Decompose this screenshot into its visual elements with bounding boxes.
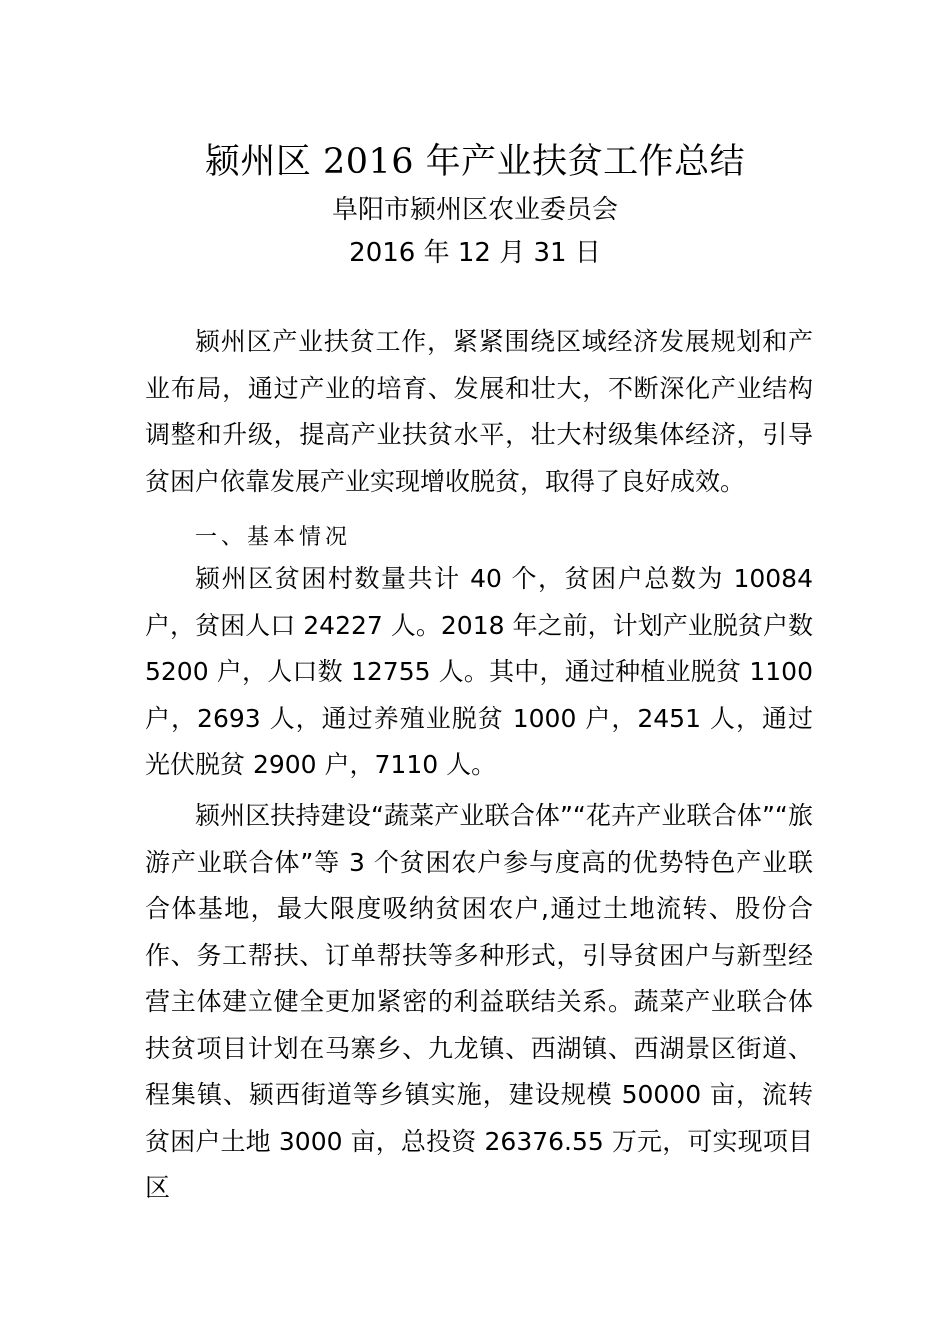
issuing-organization: 阜阳市颍州区农业委员会 — [331, 195, 618, 225]
statistics-paragraph: 颍州区贫困村数量共计 40 个，贫困户总数为 10084 户，贫困人口 24227 人。2018 年之前，计划产业脱贫户数 5200 户，人口数 12755 人。其中，通过种植业脱贫 1100 户，2693 人，通过养殖业脱贫 1000 户，2451 人，通过光伏脱贫 2900 户，7110 人。 — [145, 564, 813, 779]
intro-paragraph-block — [145, 319, 813, 505]
statistics-paragraph-block — [145, 556, 813, 789]
industry-paragraph-block — [145, 793, 813, 1212]
industry-paragraph: 颍州区扶持建设“蔬菜产业联合体”“花卉产业联合体”“旅游产业联合体”等 3 个贫困农户参与度高的优势特色产业联合体基地，最大限度吸纳贫困农户,通过土地流转、股份合作、务工帮扶、订单帮扶等多种形式，引导贫困户与新型经营主体建立健全更加紧密的利益联结关系。蔬菜产业联合体扶贫项目计划在马寨乡、九龙镇、西湖镇、西湖景区街道、程集镇、颍西街道等乡镇实施，建设规模 50000 亩，流转贫困户土地 3000 亩，总投资 26376.55 万元，可实现项目区 — [145, 801, 813, 1202]
document-date: 2016 年 12 月 31 日 — [349, 238, 601, 268]
section-heading: 一、基本情况 — [195, 525, 352, 550]
intro-paragraph: 颍州区产业扶贫工作，紧紧围绕区域经济发展规划和产业布局，通过产业的培育、发展和壮大，不断深化产业结构调整和升级，提高产业扶贫水平，壮大村级集体经济，引导贫困户依靠发展产业实现增收脱贫，取得了良好成效。 — [145, 327, 813, 496]
document-title: 颍州区 2016 年产业扶贫工作总结 — [204, 142, 746, 182]
